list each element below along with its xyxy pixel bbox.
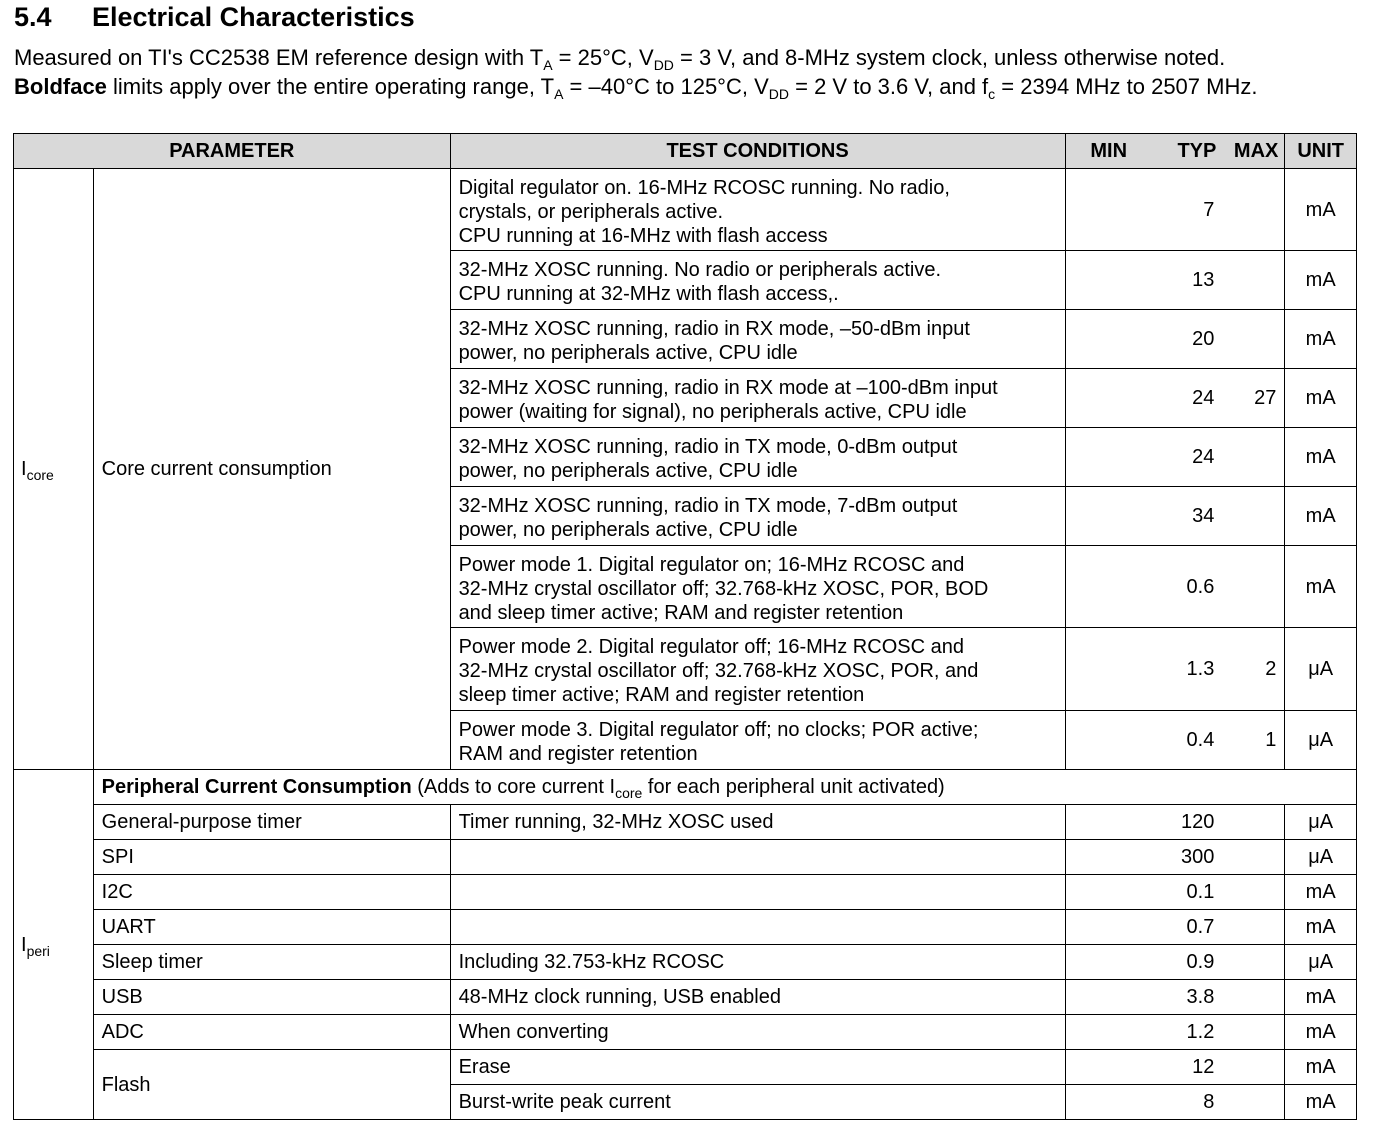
header-typ: TYP (1152, 134, 1223, 169)
typ-value: 120 (1152, 805, 1223, 840)
intro-text-part: Measured on TI's CC2538 EM reference design with T (14, 45, 544, 70)
peripheral-name: USB (93, 980, 450, 1015)
test-condition (450, 428, 1065, 487)
typ-value: 300 (1152, 840, 1223, 875)
unit-value: mA (1285, 546, 1357, 628)
test-condition: Timer running, 32-MHz XOSC used (450, 805, 1065, 840)
max-value: 2 (1222, 628, 1285, 711)
section-number: 5.4 (14, 2, 52, 32)
intro-boldface: Boldface (14, 74, 107, 99)
symbol-subscript: peri (26, 942, 50, 959)
typ-value: 34 (1152, 487, 1223, 546)
condition-line: 32-MHz XOSC running, radio in RX mode at –100-dBm input (458, 377, 998, 399)
condition-line: 32-MHz XOSC running, radio in TX mode, 0-dBm output (458, 436, 958, 458)
test-condition: Burst-write peak current (450, 1085, 1065, 1120)
condition-line: Power mode 1. Digital regulator on; 16-MHz RCOSC and (458, 553, 965, 576)
peripheral-name: General-purpose timer (93, 805, 450, 840)
typ-value: 8 (1152, 1085, 1223, 1120)
typ-value: 1.3 (1152, 628, 1223, 711)
typ-value: 24 (1152, 369, 1223, 428)
max-value (1222, 980, 1285, 1015)
condition-line: Power mode 3. Digital regulator off; no clocks; POR active; (458, 719, 979, 741)
intro-text-part: = –40°C to 125°C, V (563, 74, 769, 99)
header-parameter: PARAMETER (14, 134, 451, 169)
unit-value: mA (1285, 428, 1357, 487)
typ-value: 0.1 (1152, 875, 1223, 910)
min-value (1065, 875, 1152, 910)
test-condition (450, 910, 1065, 945)
unit-value: mA (1285, 369, 1357, 428)
intro-subscript: A (543, 57, 553, 73)
table-row (14, 875, 1357, 910)
test-condition (450, 369, 1065, 428)
peripheral-section (14, 770, 1357, 1120)
intro-subscript: A (554, 86, 564, 102)
max-value (1222, 840, 1285, 875)
unit-value: mA (1285, 169, 1357, 251)
test-condition: Erase (450, 1050, 1065, 1085)
symbol-icore (14, 169, 94, 770)
condition-line: 32-MHz XOSC running, radio in RX mode, –50-dBm input (458, 318, 970, 340)
peripheral-heading-row (14, 770, 1357, 805)
intro-subscript: c (988, 86, 996, 102)
unit-value: μA (1285, 628, 1357, 711)
min-value (1065, 1050, 1152, 1085)
max-value (1222, 945, 1285, 980)
symbol-subscript: core (26, 467, 54, 483)
max-value (1222, 1015, 1285, 1050)
unit-value: mA (1285, 1085, 1357, 1120)
unit-value: mA (1285, 980, 1357, 1015)
condition-line: power, no peripherals active, CPU idle (458, 460, 798, 482)
unit-value: mA (1285, 1015, 1357, 1050)
min-value (1065, 980, 1152, 1015)
min-value (1065, 487, 1152, 546)
test-condition (450, 628, 1065, 711)
max-value (1222, 910, 1285, 945)
peripheral-name: UART (93, 910, 450, 945)
condition-line: CPU running at 32-MHz with flash access,. (458, 283, 839, 305)
peripheral-name: ADC (93, 1015, 450, 1050)
header-min: MIN (1065, 134, 1152, 169)
condition-line: Power mode 2. Digital regulator off; 16-MHz RCOSC and (458, 636, 964, 658)
table-row (14, 1015, 1357, 1050)
max-value (1222, 428, 1285, 487)
peripheral-heading-text: for each peripheral unit activated) (642, 776, 945, 798)
min-value (1065, 251, 1152, 310)
min-value (1065, 945, 1152, 980)
typ-value: 0.7 (1152, 910, 1223, 945)
min-value (1065, 428, 1152, 487)
typ-value: 1.2 (1152, 1015, 1223, 1050)
intro-line-2 (14, 72, 1364, 101)
max-value: 27 (1222, 369, 1285, 428)
condition-line: power (waiting for signal), no peripherals active, CPU idle (458, 401, 967, 423)
unit-value: μA (1285, 840, 1357, 875)
peripheral-name: Sleep timer (93, 945, 450, 980)
condition-line: 32-MHz crystal oscillator off; 32.768-kHz XOSC, POR, BOD (458, 577, 989, 600)
min-value (1065, 169, 1152, 251)
unit-value: μA (1285, 711, 1357, 770)
peripheral-heading-bold: Peripheral Current Consumption (101, 776, 412, 798)
condition-line: and sleep timer active; RAM and register retention (458, 601, 904, 624)
table-row (14, 805, 1357, 840)
min-value (1065, 310, 1152, 369)
min-value (1065, 628, 1152, 711)
max-value (1222, 1085, 1285, 1120)
intro-text (14, 43, 1364, 101)
unit-value: mA (1285, 251, 1357, 310)
typ-value: 24 (1152, 428, 1223, 487)
unit-value: mA (1285, 910, 1357, 945)
table-row (14, 169, 1357, 251)
intro-text-part: = 2 V to 3.6 V, and f (789, 74, 989, 99)
max-value (1222, 310, 1285, 369)
min-value (1065, 711, 1152, 770)
header-unit: UNIT (1285, 134, 1357, 169)
typ-value: 0.4 (1152, 711, 1223, 770)
header-test-conditions: TEST CONDITIONS (450, 134, 1065, 169)
max-value (1222, 251, 1285, 310)
max-value (1222, 487, 1285, 546)
section-heading (14, 0, 415, 34)
table-row (14, 1050, 1357, 1085)
min-value (1065, 1015, 1152, 1050)
condition-line: Digital regulator on. 16-MHz RCOSC running. No radio, (458, 176, 950, 199)
intro-text-part: = 3 V, and 8-MHz system clock, unless otherwise noted. (673, 45, 1226, 70)
intro-text-part: = 25°C, V (552, 45, 654, 70)
max-value: 1 (1222, 711, 1285, 770)
section-title: Electrical Characteristics (92, 2, 415, 32)
typ-value: 0.9 (1152, 945, 1223, 980)
test-condition: When converting (450, 1015, 1065, 1050)
table-row (14, 840, 1357, 875)
peripheral-name: SPI (93, 840, 450, 875)
min-value (1065, 910, 1152, 945)
test-condition: Including 32.753-kHz RCOSC (450, 945, 1065, 980)
max-value (1222, 169, 1285, 251)
condition-line: 32-MHz crystal oscillator off; 32.768-kHz XOSC, POR, and (458, 660, 979, 682)
intro-text-part: = 2394 MHz to 2507 MHz. (995, 74, 1258, 99)
max-value (1222, 805, 1285, 840)
min-value (1065, 546, 1152, 628)
test-condition (450, 840, 1065, 875)
unit-value: mA (1285, 875, 1357, 910)
test-condition (450, 169, 1065, 251)
min-value (1065, 1085, 1152, 1120)
intro-line-1 (14, 43, 1364, 72)
typ-value: 7 (1152, 169, 1223, 251)
electrical-characteristics-table (13, 133, 1357, 1120)
max-value (1222, 875, 1285, 910)
max-value (1222, 1050, 1285, 1085)
header-max: MAX (1222, 134, 1285, 169)
test-condition (450, 546, 1065, 628)
unit-value: μA (1285, 945, 1357, 980)
peripheral-heading-subscript: core (615, 785, 643, 801)
typ-value: 3.8 (1152, 980, 1223, 1015)
peripheral-heading-text: (Adds to core current I (411, 776, 616, 798)
max-value (1222, 546, 1285, 628)
symbol-letter: I (21, 458, 27, 480)
core-section (14, 169, 1357, 770)
test-condition (450, 310, 1065, 369)
condition-line: CPU running at 16-MHz with flash access (458, 224, 828, 247)
peripheral-name: Flash (93, 1050, 450, 1120)
condition-line: 32-MHz XOSC running, radio in TX mode, 7-dBm output (458, 495, 958, 517)
peripheral-name: I2C (93, 875, 450, 910)
condition-line: 32-MHz XOSC running. No radio or peripherals active. (458, 259, 941, 281)
condition-line: crystals, or peripherals active. (458, 200, 724, 223)
table-header-row (14, 134, 1357, 169)
condition-line: sleep timer active; RAM and register retention (458, 684, 865, 706)
test-condition (450, 875, 1065, 910)
unit-value: mA (1285, 1050, 1357, 1085)
intro-subscript: DD (768, 86, 789, 102)
min-value (1065, 369, 1152, 428)
symbol-iperi (14, 770, 94, 1120)
typ-value: 20 (1152, 310, 1223, 369)
condition-line: power, no peripherals active, CPU idle (458, 342, 798, 364)
parameter-name: Core current consumption (93, 169, 450, 770)
min-value (1065, 840, 1152, 875)
symbol-letter: I (21, 933, 27, 956)
unit-value: mA (1285, 487, 1357, 546)
typ-value: 0.6 (1152, 546, 1223, 628)
min-value (1065, 805, 1152, 840)
test-condition (450, 487, 1065, 546)
test-condition (450, 251, 1065, 310)
table-row (14, 945, 1357, 980)
peripheral-heading (93, 770, 1356, 805)
test-condition (450, 711, 1065, 770)
condition-line: power, no peripherals active, CPU idle (458, 519, 798, 541)
table-row (14, 910, 1357, 945)
condition-line: RAM and register retention (458, 743, 698, 765)
test-condition: 48-MHz clock running, USB enabled (450, 980, 1065, 1015)
intro-subscript: DD (653, 57, 674, 73)
table-row (14, 980, 1357, 1015)
typ-value: 12 (1152, 1050, 1223, 1085)
intro-text-part: limits apply over the entire operating range, T (106, 74, 555, 99)
typ-value: 13 (1152, 251, 1223, 310)
unit-value: mA (1285, 310, 1357, 369)
unit-value: μA (1285, 805, 1357, 840)
